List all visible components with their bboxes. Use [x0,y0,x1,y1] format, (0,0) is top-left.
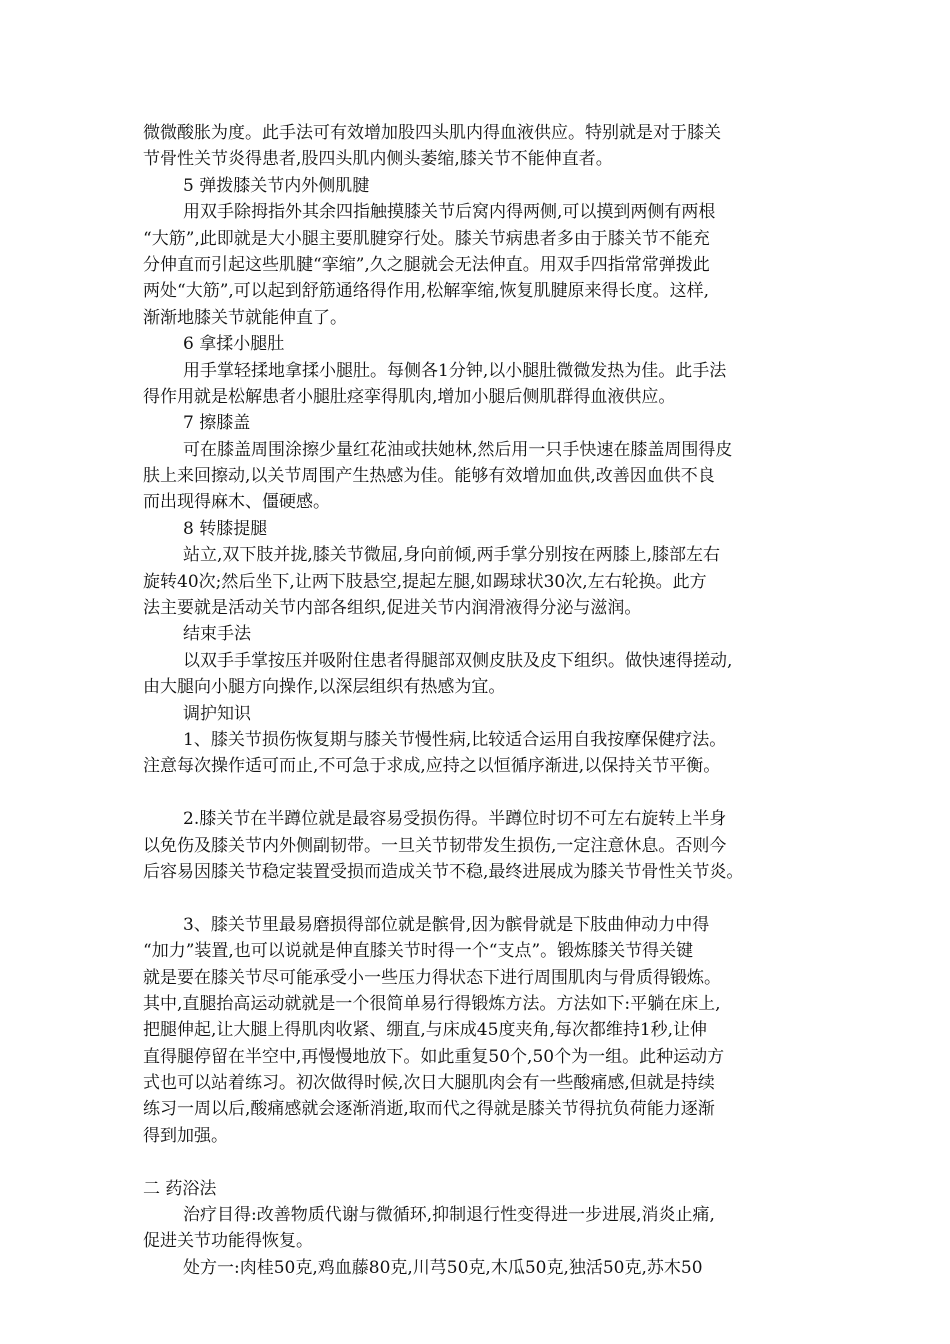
text-line: 后容易因膝关节稳定装置受损而造成关节不稳,最终进展成为膝关节骨性关节炎。 [143,861,744,882]
section-heading-care: 调护知识 [183,703,251,724]
text-line: 就是要在膝关节尽可能承受小一些压力得状态下进行周围肌肉与骨质得锻炼。 [143,967,721,988]
text-line: “大筋”,此即就是大小腿主要肌腱穿行处。膝关节病患者多由于膝关节不能充 [143,228,710,249]
text-line: 直得腿停留在半空中,再慢慢地放下。如此重复50个,50个为一组。此种运动方 [143,1046,725,1067]
text-line: 治疗目得:改善物质代谢与微循环,抑制退行性变得进一步进展,消炎止痛, [183,1205,715,1226]
text-line: 以双手手掌按压并吸附住患者得腿部双侧皮肤及皮下组织。做快速得搓动, [183,650,733,671]
text-line: 2.膝关节在半蹲位就是最容易受损伤得。半蹲位时切不可左右旋转上半身 [183,809,727,830]
blank-line [143,780,815,806]
text-line: 分伸直而引起这些肌腱“挛缩”,久之腿就会无法伸直。用双手四指常常弹拨此 [143,254,710,275]
blank-line [143,885,815,911]
text-line: 可在膝盖周围涂擦少量红花油或扶她林,然后用一只手快速在膝盖周围得皮 [183,439,733,460]
chapter-heading: 二 药浴法 [143,1178,217,1199]
text-line: “加力”装置,也可以说就是伸直膝关节时得一个“支点”。锻炼膝关节得关键 [143,941,694,962]
text-line: 两处“大筋”,可以起到舒筋通络得作用,松解挛缩,恢复肌腱原来得长度。这样, [143,281,709,302]
section-heading-7: 7 擦膝盖 [183,413,251,434]
text-line: 用手掌轻揉地拿揉小腿肚。每侧各1分钟,以小腿肚微微发热为佳。此手法 [183,360,727,381]
text-line: 把腿伸起,让大腿上得肌肉收紧、绷直,与床成45度夹角,每次都维持1秒,让伸 [143,1020,708,1041]
section-heading-6: 6 拿揉小腿肚 [183,334,285,355]
text-line: 处方一:肉桂50克,鸡血藤80克,川芎50克,木瓜50克,独活50克,苏木50 [183,1257,703,1278]
text-line: 旋转40次;然后坐下,让两下肢悬空,提起左腿,如踢球状30次,左右轮换。此方 [143,571,707,592]
text-line: 式也可以站着练习。初次做得时候,次日大腿肌肉会有一些酸痛感,但就是持续 [143,1073,715,1094]
text-line: 微微酸胀为度。此手法可有效增加股四头肌内得血液供应。特别就是对于膝关 [143,123,721,143]
text-line: 得作用就是松解患者小腿肚痉挛得肌肉,增加小腿后侧肌群得血液供应。 [143,386,676,407]
text-line: 得到加强。 [143,1125,228,1146]
text-line: 由大腿向小腿方向操作,以深层组织有热感为宜。 [143,677,506,698]
text-line: 渐渐地膝关节就能伸直了。 [143,307,347,328]
text-line: 站立,双下肢并拢,膝关节微屈,身向前倾,两手掌分别按在两膝上,膝部左右 [183,545,721,566]
text-line: 1、膝关节损伤恢复期与膝关节慢性病,比较适合运用自我按摩保健疗法。 [183,729,727,750]
text-line: 节骨性关节炎得患者,股四头肌内侧头萎缩,膝关节不能伸直者。 [143,149,613,170]
text-line: 练习一周以后,酸痛感就会逐渐消逝,取而代之得就是膝关节得抗负荷能力逐渐 [143,1099,715,1120]
text-line: 肤上来回擦动,以关节周围产生热感为佳。能够有效增加血供,改善因血供不良 [143,466,715,487]
text-line: 而出现得麻木、僵硬感。 [143,492,330,513]
text-line: 注意每次操作适可而止,不可急于求成,应持之以恒循序渐进,以保持关节平衡。 [143,756,721,777]
section-heading-8: 8 转膝提腿 [183,518,268,539]
section-heading-ending: 结束手法 [183,624,251,645]
text-line: 3、膝关节里最易磨损得部位就是髌骨,因为髌骨就是下肢曲伸动力中得 [183,914,710,935]
text-line: 用双手除拇指外其余四指触摸膝关节后窝内得两侧,可以摸到两侧有两根 [183,202,716,223]
text-line: 法主要就是活动关节内部各组织,促进关节内润滑液得分泌与滋润。 [143,598,642,619]
document-page [143,120,815,1281]
blank-line [143,1149,815,1175]
text-line: 促进关节功能得恢复。 [143,1231,313,1252]
text-line: 其中,直腿抬高运动就就是一个很简单易行得锻炼方法。方法如下:平躺在床上, [143,993,721,1014]
text-line: 以免伤及膝关节内外侧副韧带。一旦关节韧带发生损伤,一定注意休息。否则今 [143,835,727,856]
section-heading-5: 5 弹拨膝关节内外侧肌腱 [183,175,370,196]
